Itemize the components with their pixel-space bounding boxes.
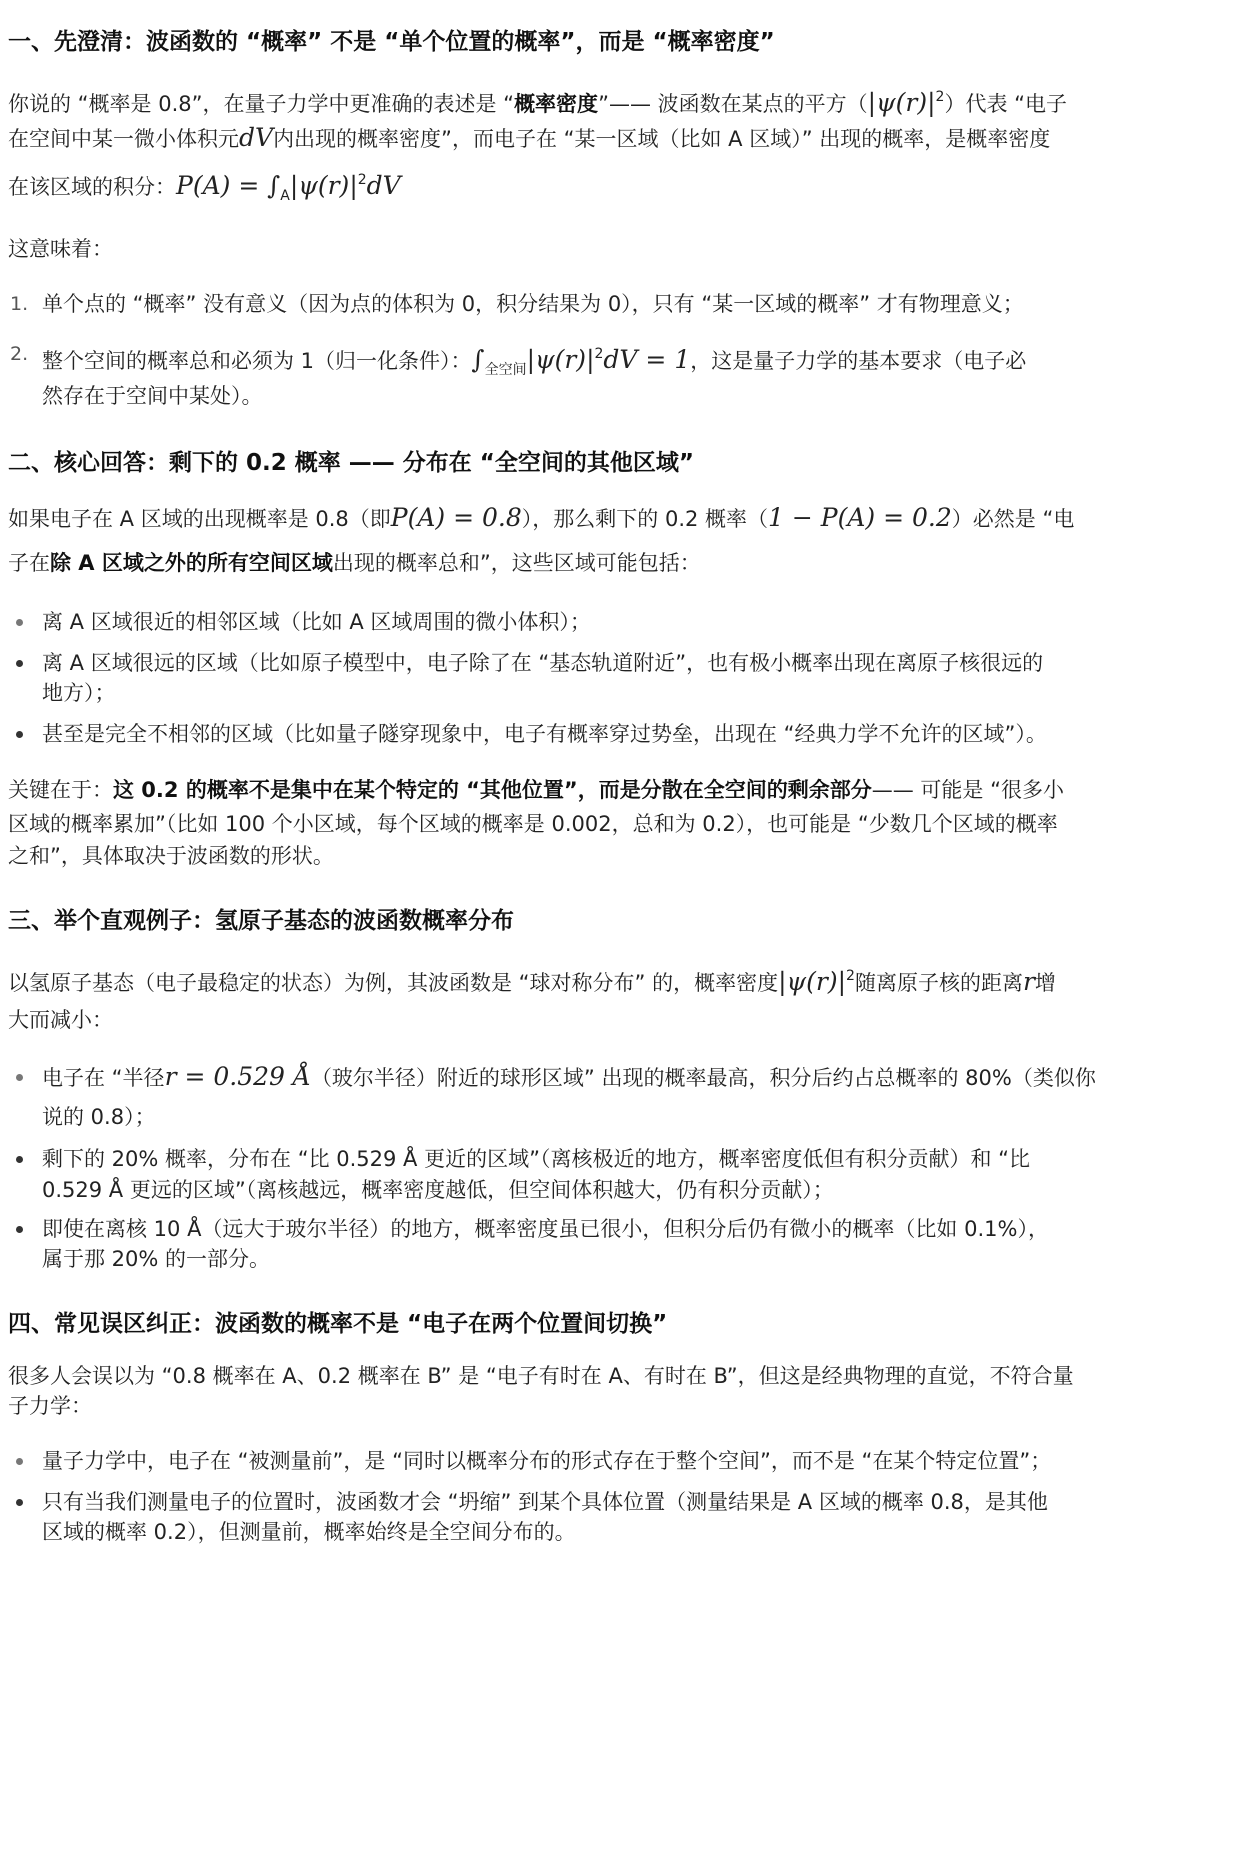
list-number: 2. [10, 343, 29, 365]
bullet-dot [16, 731, 23, 738]
s1-paragraph-line-2: 在空间中某一微小体积元dV内出现的概率密度”，而电子在 “某一区域（比如 A 区域）” 出现的概率，是概率密度 [8, 123, 1051, 152]
s3-paragraph-line-1: 以氢原子基态（电子最稳定的状态）为例，其波函数是 “球对称分布” 的，概率密度$|\psi(r)|^2$随离原子核的距离r增 [8, 967, 1056, 996]
s2-key-line-2: 区域的概率累加”（比如 100 个小区域，每个区域的概率是 0.002，总和为 0.2），也可能是 “少数几个区域的概率 [8, 812, 1058, 836]
section-1-heading: 一、先澄清：波函数的 “概率” 不是 “单个位置的概率”，而是 “概率密度” [8, 29, 775, 55]
s1-meaning-label: 这意味着： [8, 237, 113, 261]
s4-paragraph-line-2: 子力学： [8, 1394, 92, 1418]
s2-paragraph-line-2: 子在除 A 区域之外的所有空间区域出现的概率总和”，这些区域可能包括： [8, 551, 701, 575]
s2-paragraph-line-1: 如果电子在 A 区域的出现概率是 0.8（即P(A) = 0.8），那么剩下的 0.2 概率（1 − P(A) = 0.2）必然是 “电 [8, 503, 1075, 532]
s3-bullet-3-cont: 属于那 20% 的一部分。 [42, 1247, 271, 1271]
s1-list-item-1: 1. 单个点的 “概率” 没有意义（因为点的体积为 0，积分结果为 0），只有 “某一区域的概率” 才有物理意义； [8, 284, 1220, 324]
s4-bullet-2: 只有当我们测量电子的位置时，波函数才会 “坍缩” 到某个具体位置（测量结果是 A 区域的概率 0.8，是其他 [8, 1482, 1220, 1522]
s3-bullet-2-cont: 0.529 Å 更远的区域”（离核越远，概率密度越低，但空间体积越大，仍有积分贡献）； [42, 1178, 834, 1202]
s1-paragraph-line-3: 在该区域的积分：$P(A) = \int_A|\psi(r)|^2dV$ [8, 171, 401, 204]
s1-paragraph-line-1: 你说的 “概率是 0.8”，在量子力学中更准确的表述是 “概率密度”—— 波函数在某点的平方$(|\psi(r)|^2)$代表 “电子 [8, 88, 1068, 117]
s1-list-item-2: 2. 整个空间的概率总和必须为 1（归一化条件）：$\int_{全空间}|\psi(r)|^2dV = 1$，这是量子力学的基本要求（电子必 [8, 334, 1220, 390]
list-number: 1. [10, 293, 29, 315]
bullet-dot [16, 1458, 23, 1465]
s1-list-item-2-cont: 然存在于空间中某处）。 [42, 384, 263, 408]
bullet-dot [16, 1226, 23, 1233]
s2-bullet-2-cont: 地方）； [42, 681, 116, 705]
s3-bullet-1-cont: 说的 0.8）； [42, 1105, 156, 1129]
s3-paragraph-line-2: 大而减小： [8, 1008, 113, 1032]
bullet-dot [16, 1499, 23, 1506]
section-4-heading: 四、常见误区纠正：波函数的概率不是 “电子在两个位置间切换” [8, 1311, 668, 1337]
section-2-heading: 二、核心回答：剩下的 0.2 概率 —— 分布在 “全空间的其他区域” [8, 450, 695, 476]
s2-bullet-2: 离 A 区域很远的区域（比如原子模型中，电子除了在 “基态轨道附近”，也有极小概率出现在离原子核很远的 [8, 643, 1220, 683]
s4-bullet-1: 量子力学中，电子在 “被测量前”，是 “同时以概率分布的形式存在于整个空间”，而不是 “在某个特定位置”； [8, 1441, 1220, 1481]
bullet-dot [16, 1156, 23, 1163]
s2-bullet-1: 离 A 区域很近的相邻区域（比如 A 区域周围的微小体积）； [8, 602, 1220, 642]
bullet-dot [16, 1074, 23, 1081]
s3-bullet-2: 剩下的 20% 概率，分布在 “比 0.529 Å 更近的区域”（离核极近的地方，概率密度低但有积分贡献）和 “比 [8, 1139, 1220, 1179]
s3-bullet-3: 即使在离核 10 Å（远大于玻尔半径）的地方，概率密度虽已很小，但积分后仍有微小的概率（比如 0.1%）， [8, 1209, 1220, 1249]
s4-paragraph-line-1: 很多人会误以为 “0.8 概率在 A、0.2 概率在 B” 是 “电子有时在 A、有时在 B”，但这是经典物理的直觉，不符合量 [8, 1364, 1074, 1388]
bullet-dot [16, 619, 23, 626]
s2-key-line-3: 之和”，具体取决于波函数的形状。 [8, 844, 334, 868]
section-3-heading: 三、举个直观例子：氢原子基态的波函数概率分布 [8, 908, 514, 934]
s2-key-line-1: 关键在于：这 0.2 的概率不是集中在某个特定的 “其他位置”，而是分散在全空间的剩余部分—— 可能是 “很多小 [8, 778, 1064, 802]
s2-bullet-3: 甚至是完全不相邻的区域（比如量子隧穿现象中，电子有概率穿过势垒，出现在 “经典力学不允许的区域”）。 [8, 714, 1220, 754]
bullet-dot [16, 660, 23, 667]
s3-bullet-1: 电子在 “半径r = 0.529 Å（玻尔半径）附近的球形区域” 出现的概率最高，积分后约占总概率的 80%（类似你 [8, 1057, 1220, 1098]
s4-bullet-2-cont: 区域的概率 0.2），但测量前，概率始终是全空间分布的。 [42, 1520, 576, 1544]
